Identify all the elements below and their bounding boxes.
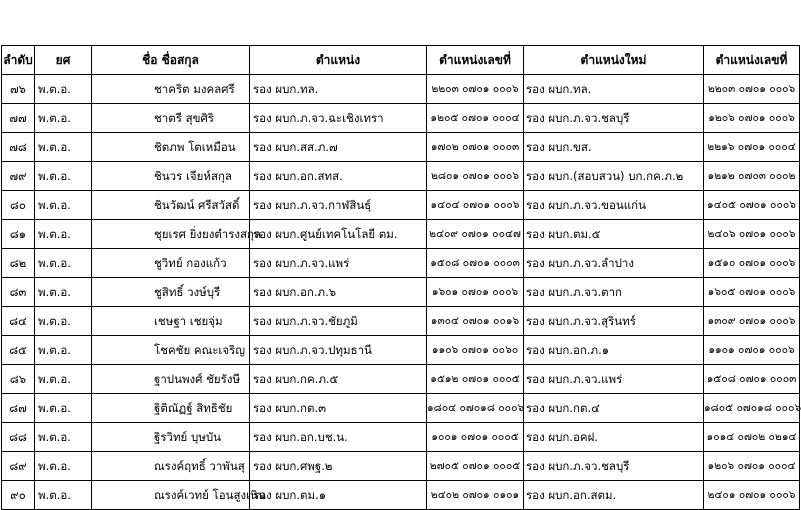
header-new-position-no: ตำแหน่งเลขที่: [704, 46, 800, 75]
cell-name: ชูสิทธิ์ วงษ์บุรี: [92, 278, 250, 307]
cell-no: ๘๕: [2, 336, 35, 365]
cell-position-no: ๑๓๐๔ ๐๗๐๑ ๐๐๑๖: [427, 307, 524, 336]
table-row: [2, 162, 800, 191]
cell-no: ๘๓: [2, 278, 35, 307]
cell-no: ๘๑: [2, 220, 35, 249]
cell-position: รอง ผบก.กต.๓: [250, 394, 427, 423]
cell-position-no: ๑๘๐๔ ๐๗๐๑๘ ๐๐๐๖: [427, 394, 524, 423]
cell-rank: พ.ต.อ.: [35, 278, 92, 307]
cell-new-position: รอง ผบก.ภ.จว.ชลบุรี: [524, 452, 704, 481]
cell-new-position-no: ๒๔๐๖ ๐๗๐๑ ๐๐๐๖: [704, 220, 800, 249]
cell-new-position: รอง ผบก.ขส.: [524, 133, 704, 162]
cell-new-position-no: ๒๒๐๓ ๐๗๐๑ ๐๐๐๖: [704, 75, 800, 104]
cell-rank: พ.ต.อ.: [35, 133, 92, 162]
cell-rank: พ.ต.อ.: [35, 481, 92, 510]
cell-new-position: รอง ผบก.ภ.จว.ชลบุรี: [524, 104, 704, 133]
cell-position: รอง ผบก.ทล.: [250, 75, 427, 104]
table-row: [2, 307, 800, 336]
cell-position: รอง ผบก.ภ.จว.ปทุมธานี: [250, 336, 427, 365]
cell-name: ชาคริต มงคลศรี: [92, 75, 250, 104]
cell-name: ชินวัฒน์ ศรีสวัสดิ์: [92, 191, 250, 220]
cell-position: รอง ผบก.อก.บช.น.: [250, 423, 427, 452]
cell-no: ๘๔: [2, 307, 35, 336]
cell-rank: พ.ต.อ.: [35, 75, 92, 104]
cell-name: ชินวร เจียห์สกุล: [92, 162, 250, 191]
cell-no: ๗๘: [2, 133, 35, 162]
cell-rank: พ.ต.อ.: [35, 394, 92, 423]
cell-position-no: ๑๕๑๒ ๐๗๐๑ ๐๐๐๕: [427, 365, 524, 394]
cell-new-position: รอง ผบก.ทล.: [524, 75, 704, 104]
table-row: [2, 278, 800, 307]
cell-rank: พ.ต.อ.: [35, 365, 92, 394]
cell-position-no: ๑๐๐๑ ๐๗๐๑ ๐๐๐๕: [427, 423, 524, 452]
cell-new-position: รอง ผบก.อก.สตม.: [524, 481, 704, 510]
cell-position-no: ๒๔๐๙ ๐๗๐๑ ๐๐๔๗: [427, 220, 524, 249]
cell-new-position-no: ๑๕๑๐ ๐๗๐๑ ๐๐๐๖: [704, 249, 800, 278]
cell-rank: พ.ต.อ.: [35, 249, 92, 278]
table-row: [2, 133, 800, 162]
cell-no: ๗๖: [2, 75, 35, 104]
cell-position-no: ๑๑๐๖ ๐๗๐๑ ๐๐๖๐: [427, 336, 524, 365]
cell-name: ชุยเรศ ยิ่งยงตำรงสกุล: [92, 220, 250, 249]
cell-position: รอง ผบก.อก.สทส.: [250, 162, 427, 191]
cell-no: ๘๙: [2, 452, 35, 481]
header-position: ตำแหน่ง: [250, 46, 427, 75]
cell-name: ณรงค์ฤทธิ์ วาพันสุ: [92, 452, 250, 481]
cell-name: ชาตรี สุขศิริ: [92, 104, 250, 133]
header-name: ชื่อ ชื่อสกุล: [92, 46, 250, 75]
cell-new-position-no: ๑๘๐๕ ๐๗๐๑๘ ๐๐๐๖: [704, 394, 800, 423]
cell-new-position-no: ๒๔๐๑ ๐๗๐๑ ๐๐๐๖: [704, 481, 800, 510]
cell-position-no: ๑๕๐๘ ๐๗๐๑ ๐๐๐๓: [427, 249, 524, 278]
cell-new-position-no: ๑๐๑๔ ๐๗๐๒ ๐๒๑๔: [704, 423, 800, 452]
header-new-position: ตำแหน่งใหม่: [524, 46, 704, 75]
cell-name: ฐาปนพงศ์ ชัยรังษี: [92, 365, 250, 394]
cell-name: ฐิติณัฏฐ์ สิทธิชัย: [92, 394, 250, 423]
cell-rank: พ.ต.อ.: [35, 423, 92, 452]
cell-position: รอง ผบก.กค.ภ.๕: [250, 365, 427, 394]
cell-position-no: ๑๖๐๑ ๐๗๐๑ ๐๐๐๖: [427, 278, 524, 307]
cell-position: รอง ผบก.ศูนย์เทคโนโลยี ตม.: [250, 220, 427, 249]
cell-rank: พ.ต.อ.: [35, 220, 92, 249]
cell-no: ๘๘: [2, 423, 35, 452]
cell-position-no: ๒๒๐๓ ๐๗๐๑ ๐๐๐๖: [427, 75, 524, 104]
cell-name: ฐิรวิทย์ บุษบัน: [92, 423, 250, 452]
cell-new-position-no: ๒๒๑๖ ๐๗๐๑ ๐๐๐๔: [704, 133, 800, 162]
cell-new-position: รอง ผบก.ภ.จว.ลำปาง: [524, 249, 704, 278]
cell-position: รอง ผบก.ภ.จว.ชัยภูมิ: [250, 307, 427, 336]
header-rank: ยศ: [35, 46, 92, 75]
cell-new-position-no: ๑๒๑๒ ๐๗๐๓ ๐๐๐๒: [704, 162, 800, 191]
cell-rank: พ.ต.อ.: [35, 307, 92, 336]
cell-name: ณรงค์เวทย์ โอนสูงเนิน: [92, 481, 250, 510]
table-row: [2, 191, 800, 220]
cell-position-no: ๒๔๐๒ ๐๗๐๑ ๐๑๐๑: [427, 481, 524, 510]
cell-name: ชูวิทย์ กองแก้ว: [92, 249, 250, 278]
cell-position: รอง ผบก.ศพฐ.๒: [250, 452, 427, 481]
cell-new-position: รอง ผบก.กต.๔: [524, 394, 704, 423]
cell-name: โชคชัย คณะเจริญ: [92, 336, 250, 365]
table-row: [2, 75, 800, 104]
cell-new-position: รอง ผบก.ภ.จว.ตาก: [524, 278, 704, 307]
cell-rank: พ.ต.อ.: [35, 162, 92, 191]
header-position-no: ตำแหน่งเลขที่: [427, 46, 524, 75]
cell-new-position: รอง ผบก.ภ.จว.แพร่: [524, 365, 704, 394]
cell-new-position: รอง ผบก.(สอบสวน) บก.กค.ภ.๒: [524, 162, 704, 191]
cell-new-position: รอง ผบก.อก.ภ.๑: [524, 336, 704, 365]
cell-new-position-no: ๑๕๐๘ ๐๗๐๑ ๐๐๐๓: [704, 365, 800, 394]
cell-name: เชษฐา เชยจุ่ม: [92, 307, 250, 336]
cell-new-position-no: ๑๔๐๕ ๐๗๐๑ ๐๐๐๖: [704, 191, 800, 220]
cell-position: รอง ผบก.ภ.จว.ฉะเชิงเทรา: [250, 104, 427, 133]
cell-new-position: รอง ผบก.ภ.จว.สุรินทร์: [524, 307, 704, 336]
cell-no: ๘๒: [2, 249, 35, 278]
cell-rank: พ.ต.อ.: [35, 191, 92, 220]
cell-no: ๘๖: [2, 365, 35, 394]
cell-position: รอง ผบก.สส.ภ.๗: [250, 133, 427, 162]
cell-rank: พ.ต.อ.: [35, 336, 92, 365]
cell-no: ๘๗: [2, 394, 35, 423]
table-row: [2, 423, 800, 452]
cell-position: รอง ผบก.ภ.จว.กาฬสินธุ์: [250, 191, 427, 220]
cell-new-position-no: ๑๒๐๖ ๐๗๐๑ ๐๐๐๖: [704, 104, 800, 133]
cell-no: ๗๙: [2, 162, 35, 191]
cell-position-no: ๒๗๐๕ ๐๗๐๑ ๐๐๐๕: [427, 452, 524, 481]
cell-rank: พ.ต.อ.: [35, 104, 92, 133]
table-row: [2, 249, 800, 278]
header-no: ลำดับ: [2, 46, 35, 75]
personnel-table: [1, 45, 800, 510]
table-row: [2, 394, 800, 423]
cell-position-no: ๑๒๐๕ ๐๗๐๑ ๐๐๐๔: [427, 104, 524, 133]
cell-new-position-no: ๑๒๐๖ ๐๗๐๑ ๐๐๐๔: [704, 452, 800, 481]
cell-position-no: ๒๘๐๑ ๐๗๐๑ ๐๐๐๖: [427, 162, 524, 191]
cell-new-position: รอง ผบก.ภ.จว.ขอนแก่น: [524, 191, 704, 220]
cell-position-no: ๑๗๐๒ ๐๗๐๑ ๐๐๐๓: [427, 133, 524, 162]
cell-no: ๗๗: [2, 104, 35, 133]
cell-new-position: รอง ผบก.อคฝ.: [524, 423, 704, 452]
cell-no: ๘๐: [2, 191, 35, 220]
cell-no: ๙๐: [2, 481, 35, 510]
table-row: [2, 336, 800, 365]
cell-new-position-no: ๑๓๐๙ ๐๗๐๑ ๐๐๐๖: [704, 307, 800, 336]
table-header-row: [2, 46, 800, 75]
cell-new-position: รอง ผบก.ตม.๕: [524, 220, 704, 249]
cell-rank: พ.ต.อ.: [35, 452, 92, 481]
cell-new-position-no: ๑๑๐๑ ๐๗๐๑ ๐๐๐๖: [704, 336, 800, 365]
cell-name: ชิตภพ โตเหมือน: [92, 133, 250, 162]
table-row: [2, 452, 800, 481]
cell-position: รอง ผบก.อก.ภ.๖: [250, 278, 427, 307]
table-row: [2, 365, 800, 394]
table-row: [2, 481, 800, 510]
cell-position-no: ๑๔๐๔ ๐๗๐๑ ๐๐๐๖: [427, 191, 524, 220]
cell-position: รอง ผบก.ภ.จว.แพร่: [250, 249, 427, 278]
cell-position: รอง ผบก.ตม.๑: [250, 481, 427, 510]
table-row: [2, 104, 800, 133]
table-row: [2, 220, 800, 249]
cell-new-position-no: ๑๖๐๕ ๐๗๐๑ ๐๐๐๖: [704, 278, 800, 307]
